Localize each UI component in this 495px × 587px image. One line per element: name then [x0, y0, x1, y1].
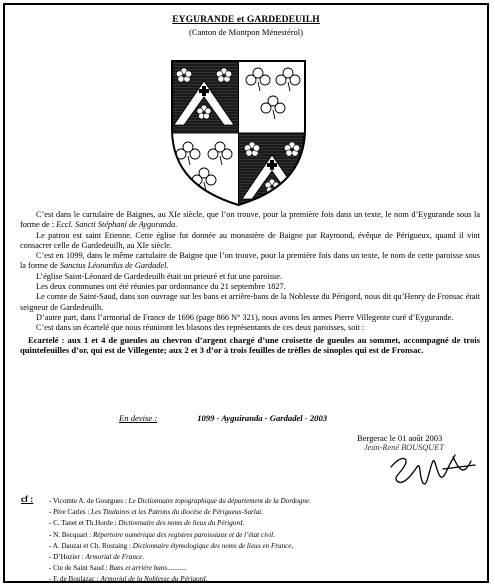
coat-of-arms-shield — [170, 59, 307, 207]
place-date: Bergerac le 01 août 2003 — [357, 433, 443, 443]
paragraph: L’église Saint-Léonard de Gardedeuilh était un prieuré et fut une paroisse. — [36, 271, 282, 281]
document-page — [3, 3, 489, 583]
reference-item: - Vicomte A. de Gourgues : Le Dictionnaire topographique du département de la Dordogne. — [49, 497, 311, 505]
handwritten-signature-icon — [383, 447, 479, 493]
reference-item: - Cte de Saint Saud : Bans et arrière bans........... — [49, 564, 187, 573]
reference-item: - C. Tanet et Th.Horde : Dictionnaire des noms de lieux du Périgord. — [49, 519, 245, 528]
reference-item: - F. de Boulazac : Armorial de la Noblesse du Périgord. — [49, 575, 208, 584]
paragraph: C’est en 1099, dans le même cartulaire de Baigne que l’on trouve, pour la première fois dans un texte, le nom de cette paroisse sous la forme de Sanctus Léonardus de Gardadel. — [20, 251, 480, 271]
paragraph: C’est dans un écartelé que nous réuniront les blasons des représentants de ces deux paroisses, soit : — [36, 323, 365, 333]
devise-text: 1099 - Ayguiranda - Gardadel - 2003 — [197, 413, 328, 423]
paragraph: Le patron est saint Etienne. Cette église fut donnée au monastère de Baigne par Raymond, évêque de Périgueux, quand il vint consacrer celle de Gardedeuilh, au XIe siècle. — [20, 230, 480, 250]
document-title: EYGURANDE et GARDEDEUILH — [172, 15, 320, 25]
cf-label: cf : — [21, 494, 34, 504]
history-text — [20, 210, 480, 356]
reference-item: - A. Dauzat et Ch. Rostaing : Dictionnaire étymologique des noms de lieux en France, — [49, 541, 294, 550]
paragraph: Le comte de Saint-Saud, dans son ouvrage sur les bans et arrière-bans de la Noblesse du Périgord, nous dit qu’Henry de Fronsac était seigneur de Gardedeuilh. — [20, 292, 480, 312]
paragraph: C’est dans le cartulaire de Baignes, au XIe siècle, que l’on trouve, pour la première fois dans un texte, le nom d’Eygurande sous la forme de : Eccl. Sancti Stéphani de Ayguranda. — [20, 210, 480, 230]
paragraph: D’autre part, dans l’armorial de France de 1696 (page 866 N° 321), nous avons les armes Pierre Villegente curé d’Eygurande. — [36, 312, 454, 322]
reference-item: - N. Becquart : Répertoire numérique des registres paroissiaux et de l’état civil. — [49, 530, 275, 539]
reference-item: - D’Hozier : Armorial de France. — [49, 552, 144, 561]
devise-line — [119, 413, 327, 423]
document-subtitle: (Canton de Montpon Ménestérol) — [188, 27, 304, 37]
blazon-text: Ecartelé : aux 1 et 4 de gueules au chevron d’argent chargé d’une croisette de gueules au sommet, accompagné de trois quintefeuilles d’or, qui est de Villegente; aux 2 et 3 d’or à trois feuilles de trèfles de sinoples qui est de Fronsac. — [20, 334, 480, 356]
references-list — [49, 496, 481, 586]
devise-label: En devise : — [119, 413, 158, 423]
paragraph: Les deux communes ont été réunies par ordonnance du 21 septembre 1827. — [36, 282, 286, 292]
reference-item: - Père Carles : Les Titulaires et les Patrons du diocèse de Périgueux-Sarlat. — [49, 508, 264, 517]
author-name: Jean-René BOUSQUET — [364, 443, 444, 452]
